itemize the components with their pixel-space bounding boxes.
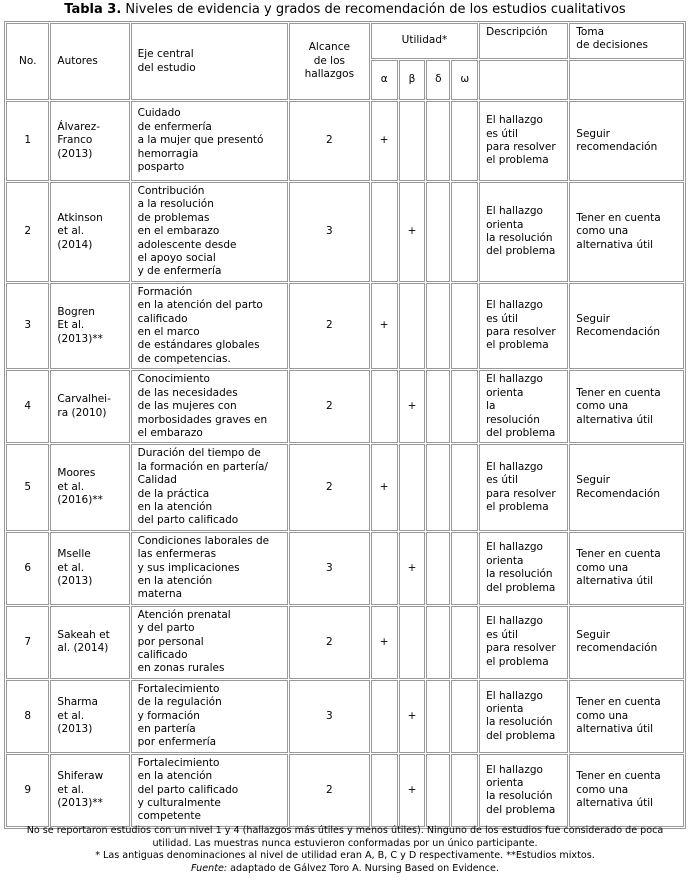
- cell-a: [371, 182, 398, 282]
- table-row: [6, 606, 684, 679]
- cell-w: [451, 182, 478, 282]
- cell-toma: Tener en cuenta como una alternativa útil: [569, 182, 684, 282]
- cell-alcance: 2: [289, 606, 370, 679]
- table-row: [6, 680, 684, 753]
- cell-no: 8: [6, 680, 49, 753]
- cell-d: [426, 283, 450, 369]
- cell-a: [371, 532, 398, 605]
- cell-alcance: 2: [289, 754, 370, 827]
- cell-w: [451, 101, 478, 181]
- cell-w: [451, 444, 478, 530]
- cell-alcance: 3: [289, 532, 370, 605]
- cell-autores: Sakeah et al. (2014): [50, 606, 129, 679]
- evidence-table: [4, 21, 686, 829]
- cell-eje: Atención prenatal y del parto por personal calificado en zonas rurales: [131, 606, 288, 679]
- cell-desc: El hallazgo es útil para resolver el problema: [479, 101, 568, 181]
- cell-autores: Álvarez- Franco (2013): [50, 101, 129, 181]
- cell-d: [426, 101, 450, 181]
- cell-b: +: [399, 680, 426, 753]
- cell-alcance: 2: [289, 370, 370, 443]
- cell-desc: El hallazgo orienta la resolución del problema: [479, 370, 568, 443]
- cell-w: [451, 283, 478, 369]
- cell-alcance: 2: [289, 444, 370, 530]
- cell-eje: Fortalecimiento de la regulación y formación en partería por enfermería: [131, 680, 288, 753]
- cell-b: +: [399, 532, 426, 605]
- cell-toma: Seguir Recomendación: [569, 283, 684, 369]
- table-caption: Niveles de evidencia y grados de recomendación de los estudios cualitativos: [121, 2, 626, 17]
- header-beta: β: [399, 60, 426, 100]
- cell-toma: Tener en cuenta como una alternativa útil: [569, 370, 684, 443]
- cell-eje: Duración del tiempo de la formación en partería/ Calidad de la práctica en la atención del parto calificado: [131, 444, 288, 530]
- cell-desc: El hallazgo es útil para resolver el problema: [479, 444, 568, 530]
- cell-alcance: 3: [289, 680, 370, 753]
- cell-b: [399, 606, 426, 679]
- cell-toma: Seguir recomendación: [569, 101, 684, 181]
- cell-a: +: [371, 606, 398, 679]
- cell-no: 3: [6, 283, 49, 369]
- header-delta: δ: [426, 60, 450, 100]
- cell-a: [371, 754, 398, 827]
- cell-eje: Conocimiento de las necesidades de las mujeres con morbosidades graves en el embarazo: [131, 370, 288, 443]
- cell-autores: Sharma et al. (2013): [50, 680, 129, 753]
- cell-alcance: 2: [289, 283, 370, 369]
- header-omega: ω: [451, 60, 478, 100]
- cell-alcance: 2: [289, 101, 370, 181]
- cell-autores: Mselle et al. (2013): [50, 532, 129, 605]
- cell-toma: Tener en cuenta como una alternativa útil: [569, 754, 684, 827]
- cell-autores: Shiferaw et al. (2013)**: [50, 754, 129, 827]
- cell-no: 6: [6, 532, 49, 605]
- table-row: [6, 754, 684, 827]
- cell-desc: El hallazgo orienta la resolución del problema: [479, 680, 568, 753]
- cell-a: +: [371, 101, 398, 181]
- cell-eje: Fortalecimiento en la atención del parto calificado y culturalmente competente: [131, 754, 288, 827]
- cell-w: [451, 532, 478, 605]
- cell-a: [371, 370, 398, 443]
- cell-d: [426, 680, 450, 753]
- table-number: Tabla 3.: [64, 2, 122, 17]
- cell-d: [426, 606, 450, 679]
- cell-b: [399, 101, 426, 181]
- cell-autores: Moores et al. (2016)**: [50, 444, 129, 530]
- cell-d: [426, 370, 450, 443]
- header-autores: Autores: [50, 23, 129, 100]
- header-descripcion: Descripción: [479, 23, 568, 59]
- cell-desc: El hallazgo es útil para resolver el problema: [479, 283, 568, 369]
- cell-b: [399, 444, 426, 530]
- cell-b: +: [399, 370, 426, 443]
- cell-autores: Atkinson et al. (2014): [50, 182, 129, 282]
- header-alcance: Alcance de los hallazgos: [289, 23, 370, 100]
- header-eje: Eje central del estudio: [131, 23, 288, 100]
- cell-autores: Bogren Et al. (2013)**: [50, 283, 129, 369]
- table-row: [6, 182, 684, 282]
- table-row: [6, 283, 684, 369]
- footnote-source: [0, 863, 690, 876]
- cell-b: [399, 283, 426, 369]
- footnote-1: No se reportaron estudios con un nivel 1 y 4 (hallazgos más útiles y menos útiles). Ninguno de los estudios fue considerado de poca utilidad. Las muestras nunca estuvieron conformadas por un único participante.: [26, 825, 664, 849]
- cell-no: 2: [6, 182, 49, 282]
- cell-no: 9: [6, 754, 49, 827]
- cell-eje: Contribución a la resolución de problemas en el embarazo adolescente desde el apoyo social y de enfermería: [131, 182, 288, 282]
- cell-autores: Carvalhei- ra (2010): [50, 370, 129, 443]
- cell-d: [426, 182, 450, 282]
- cell-no: 1: [6, 101, 49, 181]
- cell-d: [426, 444, 450, 530]
- cell-w: [451, 370, 478, 443]
- header-utilidad: Utilidad*: [371, 23, 478, 59]
- table-row: [6, 532, 684, 605]
- header-empty: [479, 60, 568, 100]
- cell-desc: El hallazgo es útil para resolver el problema: [479, 606, 568, 679]
- cell-w: [451, 754, 478, 827]
- source-label: Fuente:: [191, 862, 228, 874]
- cell-desc: El hallazgo orienta la resolución del problema: [479, 532, 568, 605]
- cell-a: +: [371, 283, 398, 369]
- cell-eje: Cuidado de enfermería a la mujer que presentó hemorragia posparto: [131, 101, 288, 181]
- cell-toma: Tener en cuenta como una alternativa útil: [569, 680, 684, 753]
- cell-d: [426, 754, 450, 827]
- cell-d: [426, 532, 450, 605]
- header-alpha: α: [371, 60, 398, 100]
- cell-desc: El hallazgo orienta la resolución del problema: [479, 182, 568, 282]
- cell-toma: Seguir Recomendación: [569, 444, 684, 530]
- cell-a: +: [371, 444, 398, 530]
- cell-eje: Formación en la atención del parto calificado en el marco de estándares globales de competencias.: [131, 283, 288, 369]
- cell-b: +: [399, 182, 426, 282]
- header-toma: Toma de decisiones: [569, 23, 684, 59]
- cell-a: [371, 680, 398, 753]
- table-row: [6, 444, 684, 530]
- cell-toma: Seguir recomendación: [569, 606, 684, 679]
- footnote-2: * Las antiguas denominaciones al nivel de utilidad eran A, B, C y D respectivamente. **Estudios mixtos.: [95, 850, 595, 861]
- cell-no: 4: [6, 370, 49, 443]
- cell-no: 7: [6, 606, 49, 679]
- cell-w: [451, 680, 478, 753]
- table-row: [6, 370, 684, 443]
- source-text: adaptado de Gálvez Toro A. Nursing Based on Evidence.: [227, 862, 499, 874]
- cell-eje: Condiciones laborales de las enfermeras y sus implicaciones en la atención materna: [131, 532, 288, 605]
- header-empty: [569, 60, 684, 100]
- cell-no: 5: [6, 444, 49, 530]
- footnotes: [0, 825, 690, 875]
- table-row: [6, 101, 684, 181]
- cell-b: +: [399, 754, 426, 827]
- cell-alcance: 3: [289, 182, 370, 282]
- cell-w: [451, 606, 478, 679]
- header-no: No.: [6, 23, 49, 100]
- cell-toma: Tener en cuenta como una alternativa útil: [569, 532, 684, 605]
- cell-desc: El hallazgo orienta la resolución del problema: [479, 754, 568, 827]
- table-title: [0, 2, 690, 17]
